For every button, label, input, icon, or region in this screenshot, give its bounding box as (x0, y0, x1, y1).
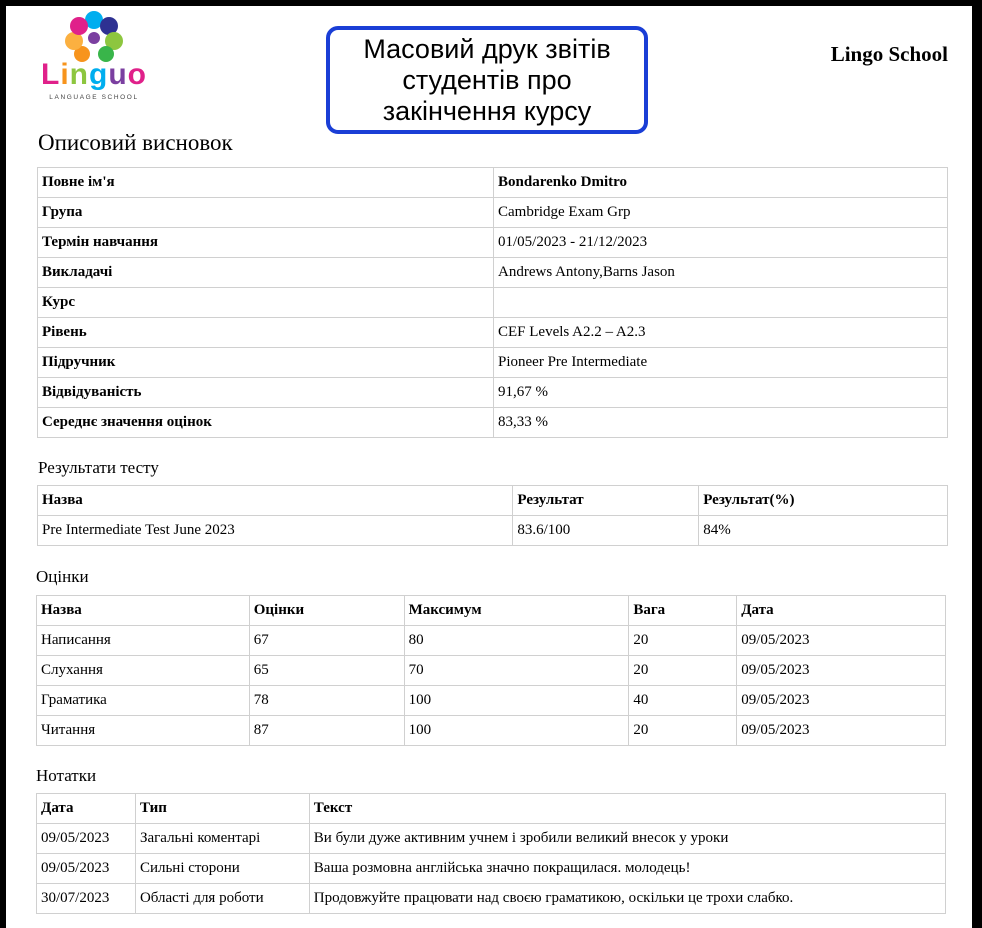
test-results-table (37, 485, 948, 546)
table-row (37, 626, 946, 656)
logo-subtitle: LANGUAGE SCHOOL (49, 94, 139, 101)
grades-table (36, 595, 946, 746)
grade-max-cell: 80 (404, 626, 629, 656)
note-text-cell: Ваша розмовна англійська значно покращилася. молодець! (309, 854, 945, 884)
notes-column-header: Дата (37, 794, 136, 824)
grades-column-header: Максимум (404, 596, 629, 626)
logo-letter: n (69, 58, 89, 91)
banner-line: студентів про (402, 64, 572, 95)
note-type-cell: Області для роботи (135, 884, 309, 914)
summary-value: 01/05/2023 - 21/12/2023 (494, 228, 948, 258)
grades-heading: Оцінки (36, 567, 89, 586)
flower-logo-icon (40, 8, 148, 64)
grade-max-cell: 100 (404, 716, 629, 746)
summary-row (38, 348, 948, 378)
grade-date-cell: 09/05/2023 (737, 686, 946, 716)
summary-value: Bondarenko Dmitro (494, 168, 948, 198)
title-banner (326, 26, 648, 134)
grades-column-header: Оцінки (249, 596, 404, 626)
notes-heading: Нотатки (36, 766, 97, 785)
test_results-column-header: Результат (513, 486, 699, 516)
summary-value: Pioneer Pre Intermediate (494, 348, 948, 378)
notes-table (36, 793, 946, 914)
grade-name-cell: Граматика (37, 686, 250, 716)
summary-value: 91,67 % (494, 378, 948, 408)
grade-weight-cell: 20 (629, 626, 737, 656)
note-date-cell: 09/05/2023 (37, 854, 136, 884)
table-row (38, 516, 948, 546)
logo-letter: i (60, 58, 70, 91)
table-row (37, 656, 946, 686)
summary-row (38, 198, 948, 228)
test_results-column-header: Результат(%) (699, 486, 948, 516)
grade-max-cell: 70 (404, 656, 629, 686)
summary-label: Група (38, 198, 494, 228)
banner-line: Масовий друк звітів (363, 33, 611, 64)
banner-line: закінчення курсу (382, 95, 592, 126)
note-date-cell: 30/07/2023 (37, 884, 136, 914)
school-name: Lingo School (830, 42, 948, 66)
grade-name-cell: Слухання (37, 656, 250, 686)
logo-letter: o (127, 58, 147, 91)
summary-label: Рівень (38, 318, 494, 348)
school-logo (40, 8, 150, 108)
note-text-cell: Продовжуйте працювати над своєю граматикою, оскільки це трохи слабко. (309, 884, 945, 914)
grade-date-cell: 09/05/2023 (737, 716, 946, 746)
summary-row (38, 288, 948, 318)
summary-value: Cambridge Exam Grp (494, 198, 948, 228)
summary-row (38, 228, 948, 258)
table-row (37, 686, 946, 716)
summary-row (38, 378, 948, 408)
note-type-cell: Сильні сторони (135, 854, 309, 884)
table-row (37, 716, 946, 746)
grade-name-cell: Читання (37, 716, 250, 746)
logo-letter: g (89, 58, 109, 91)
summary-value: CEF Levels A2.2 – A2.3 (494, 318, 948, 348)
summary-value (494, 288, 948, 318)
table-row (37, 854, 946, 884)
grades-column-header: Назва (37, 596, 250, 626)
notes-header-row (37, 794, 946, 824)
test_results-header-row (38, 486, 948, 516)
test-percent-cell: 84% (699, 516, 948, 546)
grade-date-cell: 09/05/2023 (737, 626, 946, 656)
grade-score-cell: 67 (249, 626, 404, 656)
summary-label: Повне ім'я (38, 168, 494, 198)
note-type-cell: Загальні коментарі (135, 824, 309, 854)
grade-date-cell: 09/05/2023 (737, 656, 946, 686)
grades-column-header: Дата (737, 596, 946, 626)
test-name-cell: Pre Intermediate Test June 2023 (38, 516, 513, 546)
table-row (37, 824, 946, 854)
summary-label: Курс (38, 288, 494, 318)
grades-header-row (37, 596, 946, 626)
summary-heading: Описовий висновок (38, 130, 233, 155)
summary-label: Середнє значення оцінок (38, 408, 494, 438)
table-row (37, 884, 946, 914)
notes-column-header: Тип (135, 794, 309, 824)
note-text-cell: Ви були дуже активним учнем і зробили великий внесок у уроки (309, 824, 945, 854)
summary-label: Термін навчання (38, 228, 494, 258)
report-page (6, 6, 972, 928)
summary-label: Викладачі (38, 258, 494, 288)
grade-weight-cell: 20 (629, 716, 737, 746)
summary-value: 83,33 % (494, 408, 948, 438)
logo-letter: L (41, 58, 61, 91)
grade-name-cell: Написання (37, 626, 250, 656)
grades-column-header: Вага (629, 596, 737, 626)
note-date-cell: 09/05/2023 (37, 824, 136, 854)
summary-label: Підручник (38, 348, 494, 378)
summary-label: Відвідуваність (38, 378, 494, 408)
test_results-column-header: Назва (38, 486, 513, 516)
summary-row (38, 318, 948, 348)
logo-wordmark (40, 60, 148, 90)
grade-score-cell: 87 (249, 716, 404, 746)
grade-weight-cell: 20 (629, 656, 737, 686)
summary-row (38, 408, 948, 438)
grade-score-cell: 65 (249, 656, 404, 686)
summary-value: Andrews Antony,Barns Jason (494, 258, 948, 288)
summary-table (37, 167, 948, 438)
summary-row (38, 258, 948, 288)
test-score-cell: 83.6/100 (513, 516, 699, 546)
notes-column-header: Текст (309, 794, 945, 824)
grade-max-cell: 100 (404, 686, 629, 716)
test-results-heading: Результати тесту (38, 458, 159, 477)
grade-score-cell: 78 (249, 686, 404, 716)
logo-letter: u (108, 58, 128, 91)
grade-weight-cell: 40 (629, 686, 737, 716)
summary-row (38, 168, 948, 198)
